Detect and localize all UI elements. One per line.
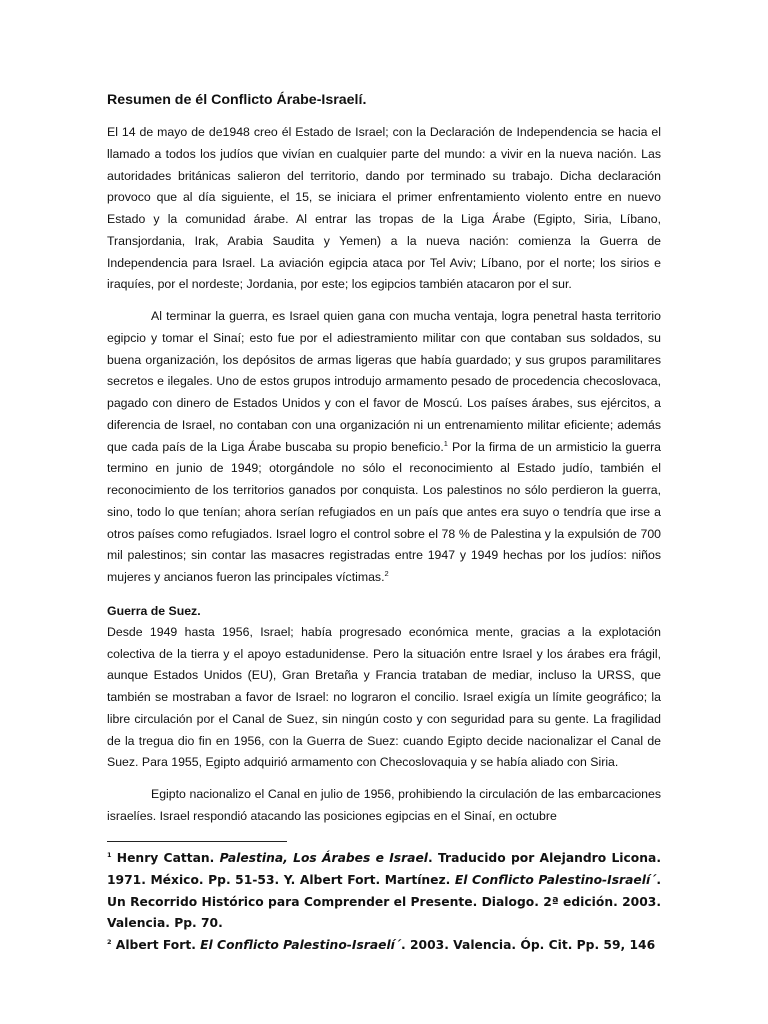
footnotes — [107, 848, 661, 957]
footnote-2-title: El Conflicto Palestino-Israelí´ — [200, 938, 402, 952]
paragraph-1: El 14 de mayo de de1948 creo él Estado de Israel; con la Declaración de Independencia se hacia el llamado a todos los judíos que vivían en cualquier parte del mundo: a vivir en la nueva nación. Las autoridades británicas salieron del territorio, dando por terminado su trabajo. Dicha declaración provoco que al día siguiente, el 15, se iniciara el primer enfrentamiento violento entre en nuevo Estado y la comunidad árabe. Al entrar las tropas de la Liga Árabe (Egipto, Siria, Líbano, Transjordania, Irak, Arabia Saudita y Yemen) a la nueva nación: comienza la Guerra de Independencia para Israel. La aviación egipcia ataca por Tel Aviv; Líbano, por el norte; los sirios e iraquíes, por el nordeste; Jordania, por este; los egipcios también atacaron por el sur. — [107, 125, 661, 292]
footnote-2-number: 2 — [107, 937, 112, 946]
paragraph-3: Desde 1949 hasta 1956, Israel; había progresado económica mente, gracias a la explotación colectiva de la tierra y el apoyo estadunidense. Pero la situación entre Israel y los árabes era frágil, aunque Estados Unidos (EU), Gran Bretaña y Francia trataban de mediar, incluso la URSS, que también se mostraban a favor de Israel: no lograron el concilio. Israel exigía un límite geográfico; la libre circulación por el Canal de Suez, sin ningún costo y con seguridad para su gente. La fragilidad de la tregua dio fin en 1956, con la Guerra de Suez: cuando Egipto decide nacionalizar el Canal de Suez. Para 1955, Egipto adquirió armamento con Checoslovaquia y se había aliado con Siria. — [107, 624, 661, 770]
document-body — [107, 88, 661, 828]
paragraph-2-text-b: Por la firma de un armisticio la guerra termino en junio de 1949; otorgándole no sólo el reconocimiento al Estado judío, también el reconocimiento de los territorios ganados por conquista. Los palestinos no sólo perdieron la guerra, sino, todo lo que tenían; ahora serían refugiados en un país que antes era suyo o tendría que irse a otros países como refugiados. Israel logro el control sobre el 78 % de Palestina y la expulsión de 700 mil palestinos; sin contar las masacres registradas entre 1947 y 1949 hechas por los judíos: niños mujeres y ancianos fueron las principales víctimas. — [107, 439, 662, 584]
footnote-2-author: Albert Fort. — [111, 938, 201, 952]
footnote-1-number: 1 — [107, 850, 112, 859]
footnote-separator — [107, 841, 287, 842]
footnote-1-details: . Traducido por Alejandro Licona. 1971. México. Pp. 51-53. Y. Albert Fort. Martínez. — [107, 851, 661, 887]
paragraph-4: Egipto nacionalizo el Canal en julio de 1956, prohibiendo la circulación de las embarcaciones israelíes. Israel respondió atacando las posiciones egipcias en el Sinaí, en octubre — [107, 787, 661, 823]
paragraph-2-text-a: Al terminar la guerra, es Israel quien gana con mucha ventaja, logra penetral hasta territorio egipcio y tomar el Sinaí; esto fue por el adiestramiento militar con que contaban sus soldados, su buena organización, los depósitos de armas ligeras que había guardado; y sus grupos paramilitares secretos e ilegales. Uno de estos grupos introdujo armamento pesado de procedencia checoslovaca, pagado con dinero de Estados Unidos y con el favor de Moscú. Los países árabes, sus ejércitos, a diferencia de Israel, no contaban con una organización ni un entrenamiento militar eficiente; además que cada país de la Liga Árabe buscaba su propio beneficio. — [107, 309, 661, 454]
footnote-1-details-2: . Un Recorrido Histórico para Comprender el Presente. Dialogo. 2ª edición. 2003. Valencia. Pp. 70. — [107, 872, 661, 931]
footnote-ref-1: 1 — [443, 438, 448, 448]
footnote-1-author: Henry Cattan. — [111, 851, 220, 865]
section-heading-suez: Guerra de Suez. — [107, 603, 201, 618]
footnote-ref-2: 2 — [384, 568, 389, 578]
paragraph-2 — [107, 306, 661, 589]
footnote-2-details: . 2003. Valencia. Óp. Cit. Pp. 59, 146 — [401, 938, 656, 952]
document-title: Resumen de él Conflicto Árabe-Israelí. — [107, 92, 367, 108]
footnote-2 — [107, 935, 661, 957]
footnote-1-title: Palestina, Los Árabes e Israel — [219, 851, 429, 865]
footnote-1 — [107, 848, 661, 935]
footnote-1-title-2: El Conflicto Palestino-Israelí´ — [454, 872, 657, 887]
